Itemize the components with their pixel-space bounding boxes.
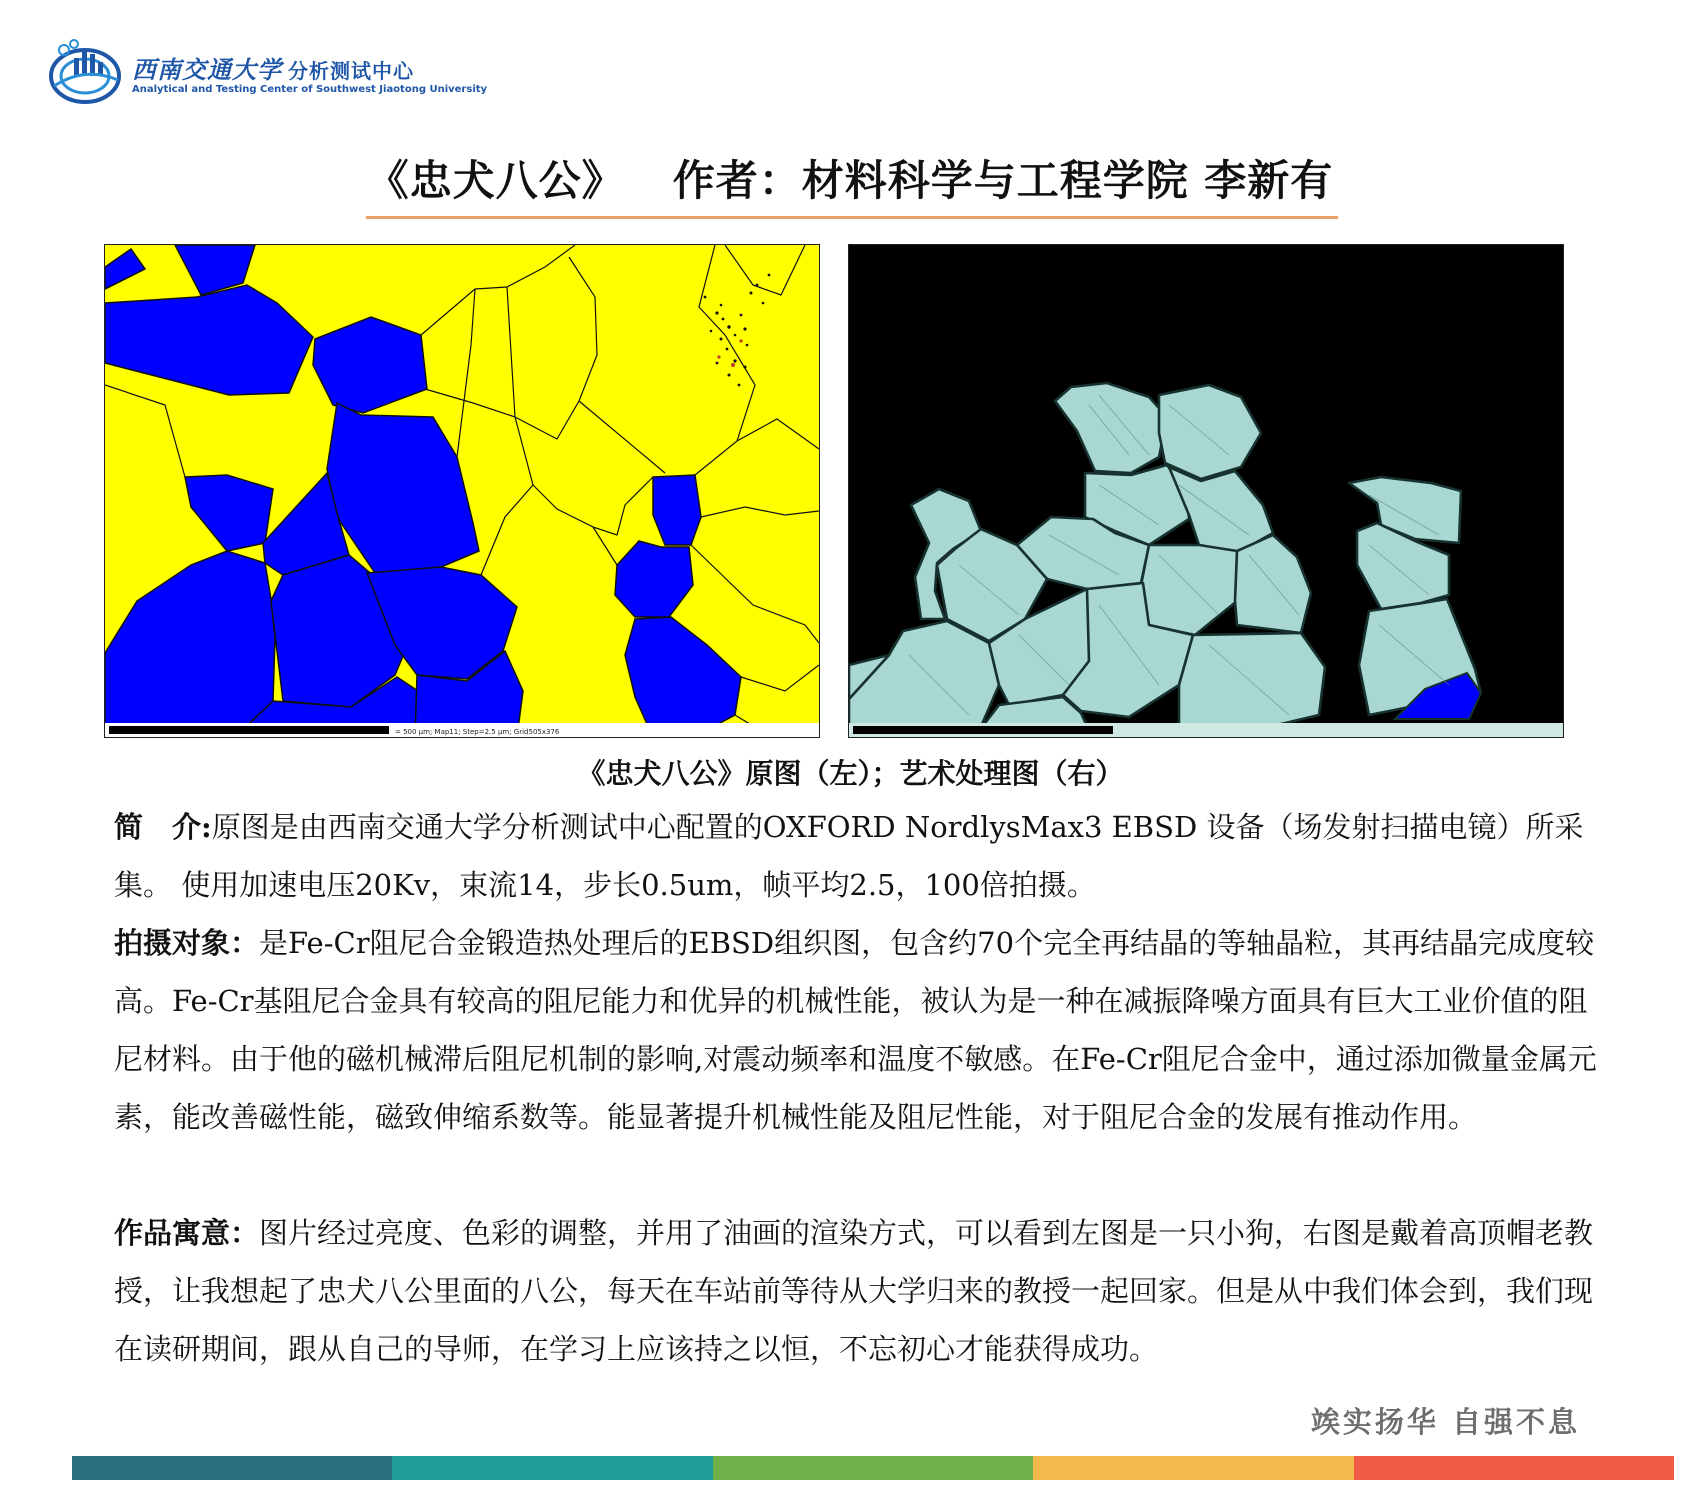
artistic-processed-image xyxy=(848,244,1564,738)
footer-bar-segment xyxy=(713,1456,1033,1480)
header-logo xyxy=(48,36,488,106)
footer-bar-segment xyxy=(1033,1456,1353,1480)
footer-bar-segment xyxy=(72,1456,392,1480)
author-line: 作者：材料科学与工程学院 李新有 xyxy=(672,156,1334,205)
intro-label: 简 介: xyxy=(114,810,212,844)
subject-label: 拍摄对象： xyxy=(114,926,260,960)
footer-bar-segment xyxy=(1354,1456,1674,1480)
original-ebsd-image xyxy=(104,244,820,738)
meaning-paragraph xyxy=(114,1204,1614,1378)
page-title xyxy=(340,148,1360,208)
logo-university-name: 西南交通大学 分析测试中心 xyxy=(132,55,414,84)
work-title: 《忠犬八公》 xyxy=(366,156,625,205)
logo-english-name: Analytical and Testing Center of Southwest Jiaotong University xyxy=(132,84,488,95)
intro-paragraph xyxy=(114,798,1614,914)
footer-color-bar xyxy=(72,1456,1674,1480)
subject-paragraph xyxy=(114,914,1614,1146)
meaning-label: 作品寓意： xyxy=(114,1216,260,1250)
footer-bar-segment xyxy=(392,1456,712,1480)
intro-text: 原图是由西南交通大学分析测试中心配置的OXFORD NordlysMax3 EBSD 设备（场发射扫描电镜）所采集。 使用加速电压20Kv，束流14，步长0.5um，帧平均2.5，100倍拍摄。 xyxy=(114,810,1584,902)
title-underline xyxy=(366,216,1338,219)
figure-caption: 《忠犬八公》原图（左）；艺术处理图（右） xyxy=(577,757,1124,790)
scale-bar-label: = 500 µm; Map11; Step=2.5 µm; Grid505x376 xyxy=(395,728,560,736)
subject-text: 是Fe-Cr阻尼合金锻造热处理后的EBSD组织图，包含约70个完全再结晶的等轴晶粒，其再结晶完成度较高。Fe-Cr基阻尼合金具有较高的阻尼能力和优异的机械性能，被认为是一种在减振降噪方面具有巨大工业价值的阻尼材料。由于他的磁机械滞后阻尼机制的影响,对震动频率和温度不敏感。在Fe-Cr阻尼合金中，通过添加微量金属元素，能改善磁性能，磁致伸缩系数等。能显著提升机械性能及阻尼性能，对于阻尼合金的发展有推动作用。 xyxy=(114,926,1597,1134)
university-emblem-icon xyxy=(48,36,122,106)
meaning-text: 图片经过亮度、色彩的调整，并用了油画的渲染方式，可以看到左图是一只小狗，右图是戴着高顶帽老教授，让我想起了忠犬八公里面的八公，每天在车站前等待从大学归来的教授一起回家。但是从中我们体会到，我们现在读研期间，跟从自己的导师，在学习上应该持之以恒，不忘初心才能获得成功。 xyxy=(114,1216,1594,1366)
university-motto: 竢实扬华 自强不息 xyxy=(1310,1405,1580,1439)
